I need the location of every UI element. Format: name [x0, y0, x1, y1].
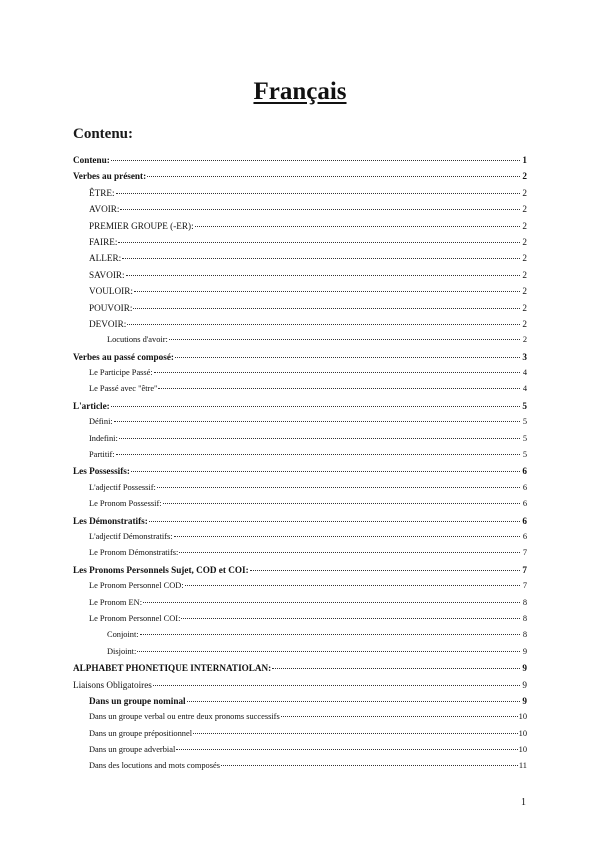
toc-entry-page: 5 — [522, 417, 527, 427]
toc-entry-label: ALLER: — [89, 253, 122, 264]
toc-leader — [185, 585, 520, 586]
toc-entry[interactable] — [73, 398, 527, 414]
toc-entry-label: Locutions d'avoir: — [107, 335, 168, 345]
toc-entry-label: Les Démonstratifs: — [73, 515, 148, 526]
toc-leader — [175, 357, 520, 358]
toc-entry-page: 5 — [522, 433, 527, 443]
toc-entry-page: 10 — [518, 712, 527, 722]
toc-entry-page: 2 — [522, 286, 527, 297]
toc-entry-page: 2 — [522, 220, 527, 231]
toc-leader — [149, 521, 520, 522]
toc-entry[interactable] — [73, 185, 527, 201]
toc-entry-page: 6 — [522, 531, 527, 541]
toc-entry-page: 4 — [522, 368, 527, 378]
toc-leader — [111, 160, 520, 161]
toc-leader — [169, 339, 520, 340]
toc-entry-label: Le Pronom Personnel COD: — [89, 581, 184, 591]
toc-entry-label: Dans des locutions and mots composés — [89, 761, 220, 771]
toc-entry-label: Verbes au présent: — [73, 171, 147, 182]
toc-entry-label: Défini: — [89, 417, 113, 427]
page-number: 1 — [521, 797, 526, 808]
toc-leader — [181, 618, 520, 619]
toc-leader — [133, 308, 520, 309]
toc-entry-label: Disjoint: — [107, 646, 137, 656]
toc-entry-label: AVOIR: — [89, 204, 120, 215]
toc-entry-page: 11 — [518, 761, 527, 771]
toc-leader — [158, 388, 520, 389]
toc-entry-label: DEVOIR: — [89, 318, 127, 329]
toc-leader — [126, 275, 520, 276]
toc-leader — [116, 454, 520, 455]
toc-entry-label: Les Possessifs: — [73, 466, 130, 477]
toc-entry-label: Dans un groupe adverbial — [89, 745, 176, 755]
toc-entry-page: 3 — [522, 351, 527, 362]
toc-entry-label: Conjoint: — [107, 630, 139, 640]
toc-entry[interactable] — [73, 726, 527, 742]
toc-entry[interactable] — [73, 414, 527, 430]
toc-entry[interactable] — [73, 496, 527, 512]
toc-entry-label: Verbes au passé composé: — [73, 351, 174, 362]
toc-leader — [272, 668, 520, 669]
toc-entry[interactable] — [73, 562, 527, 578]
toc-entry[interactable] — [73, 463, 527, 479]
toc-entry-label: Dans un groupe verbal ou entre deux pronoms successifs — [89, 712, 280, 722]
toc-entry[interactable] — [73, 300, 527, 316]
toc-leader — [193, 733, 518, 734]
toc-entry-label: SAVOIR: — [89, 269, 125, 280]
toc-entry-label: Partitif: — [89, 450, 115, 460]
toc-entry-page: 8 — [522, 613, 527, 623]
toc-entry[interactable] — [73, 611, 527, 627]
toc-leader — [195, 226, 520, 227]
toc-entry[interactable] — [73, 283, 527, 299]
toc-entry-page: 10 — [518, 745, 527, 755]
toc-entry[interactable] — [73, 595, 527, 611]
toc-leader — [111, 406, 520, 407]
toc-entry[interactable] — [73, 447, 527, 463]
toc-leader — [281, 716, 518, 717]
toc-entry-page: 8 — [522, 630, 527, 640]
toc-entry-label: Indefini: — [89, 433, 118, 443]
toc-entry[interactable] — [73, 513, 527, 529]
toc-heading: Contenu: — [73, 126, 134, 142]
toc-entry-page: 1 — [522, 155, 527, 165]
toc-entry[interactable] — [73, 381, 527, 397]
toc-entry-label: Liaisons Obligatoires — [73, 679, 152, 690]
toc-entry[interactable] — [73, 693, 527, 709]
toc-entry-page: 2 — [522, 253, 527, 264]
toc-entry-page: 2 — [522, 236, 527, 247]
toc-entry-page: 6 — [522, 515, 527, 526]
toc-entry[interactable] — [73, 578, 527, 594]
toc-leader — [221, 765, 518, 766]
toc-entry-label: Le Pronom Personnel COI: — [89, 613, 181, 623]
toc-entry-label: Le Pronom Possessif: — [89, 499, 162, 509]
toc-entry-page: 9 — [522, 646, 527, 656]
toc-entry[interactable] — [73, 152, 527, 168]
toc-entry[interactable] — [73, 332, 527, 348]
toc-entry[interactable] — [73, 218, 527, 234]
toc-entry-page: 6 — [522, 482, 527, 492]
toc-entry-label: Dans un groupe prépositionnel — [89, 728, 193, 738]
toc-leader — [140, 634, 520, 635]
toc-leader — [174, 536, 520, 537]
toc-leader — [163, 503, 520, 504]
toc-entry-label: Les Pronoms Personnels Sujet, COD et COI: — [73, 564, 249, 575]
toc-entry[interactable] — [73, 627, 527, 643]
toc-entry[interactable] — [73, 660, 527, 676]
toc-entry-page: 6 — [522, 466, 527, 477]
toc-entry-page: 2 — [522, 335, 527, 345]
toc-entry-label: ÊTRE: — [89, 187, 115, 198]
toc-entry-page: 5 — [522, 400, 527, 411]
toc-leader — [250, 570, 520, 571]
toc-leader — [153, 685, 520, 686]
toc-leader — [137, 651, 520, 652]
toc-entry-label: POUVOIR: — [89, 302, 133, 313]
toc-entry-label: Le Participe Passé: — [89, 368, 153, 378]
toc-entry-page: 2 — [522, 204, 527, 215]
toc-entry[interactable] — [73, 545, 527, 561]
toc-entry[interactable] — [73, 349, 527, 365]
table-of-contents — [73, 152, 527, 775]
toc-leader — [134, 291, 520, 292]
toc-leader — [119, 438, 520, 439]
toc-entry[interactable] — [73, 201, 527, 217]
toc-entry-label: Dans un groupe nominal — [89, 695, 186, 706]
toc-leader — [143, 602, 520, 603]
toc-entry-label: PREMIER GROUPE (-ER): — [89, 220, 194, 231]
toc-leader — [127, 324, 520, 325]
toc-entry[interactable] — [73, 234, 527, 250]
toc-entry-label: L'adjectif Démonstratifs: — [89, 531, 173, 541]
toc-entry[interactable] — [73, 529, 527, 545]
toc-leader — [179, 552, 520, 553]
toc-entry[interactable] — [73, 168, 527, 184]
toc-entry[interactable] — [73, 316, 527, 332]
toc-entry[interactable] — [73, 431, 527, 447]
toc-entry-page: 9 — [522, 695, 527, 706]
toc-entry[interactable] — [73, 758, 527, 774]
toc-leader — [131, 471, 520, 472]
toc-entry[interactable] — [73, 677, 527, 693]
toc-entry[interactable] — [73, 365, 527, 381]
toc-leader — [122, 258, 520, 259]
toc-entry-page: 2 — [522, 318, 527, 329]
document-title: Français — [253, 78, 347, 105]
toc-leader — [157, 487, 520, 488]
toc-entry-page: 2 — [522, 171, 527, 182]
toc-entry-page: 8 — [522, 597, 527, 607]
toc-entry[interactable] — [73, 267, 527, 283]
toc-entry-page: 2 — [522, 269, 527, 280]
toc-entry-label: L'article: — [73, 400, 110, 411]
toc-entry-label: FAIRE: — [89, 236, 118, 247]
toc-entry-page: 6 — [522, 499, 527, 509]
toc-entry-page: 10 — [518, 728, 527, 738]
toc-entry-label: ALPHABET PHONETIQUE INTERNATIOLAN: — [73, 663, 272, 674]
toc-entry-label: Le Pronom Démonstratifs: — [89, 548, 179, 558]
toc-entry-label: Le Passé avec "être" — [89, 384, 158, 394]
toc-entry[interactable] — [73, 644, 527, 660]
toc-entry-page: 9 — [522, 679, 527, 690]
toc-entry-page: 7 — [522, 564, 527, 575]
toc-leader — [116, 193, 520, 194]
toc-entry[interactable] — [73, 742, 527, 758]
toc-leader — [120, 209, 520, 210]
toc-leader — [176, 749, 517, 750]
toc-leader — [114, 421, 520, 422]
toc-entry-label: L'adjectif Possessif: — [89, 482, 156, 492]
toc-entry-page: 2 — [522, 302, 527, 313]
toc-entry[interactable] — [73, 709, 527, 725]
toc-entry[interactable] — [73, 480, 527, 496]
toc-leader — [147, 176, 520, 177]
toc-leader — [154, 372, 520, 373]
toc-entry-label: Contenu: — [73, 155, 110, 165]
toc-entry-page: 9 — [522, 663, 527, 674]
toc-entry-page: 2 — [522, 187, 527, 198]
toc-leader — [187, 701, 520, 702]
toc-entry-label: VOULOIR: — [89, 286, 133, 297]
toc-entry-page: 7 — [522, 548, 527, 558]
toc-entry[interactable] — [73, 250, 527, 266]
toc-entry-page: 5 — [522, 450, 527, 460]
toc-entry-label: Le Pronom EN: — [89, 597, 143, 607]
toc-entry-page: 4 — [522, 384, 527, 394]
toc-entry-page: 7 — [522, 581, 527, 591]
toc-leader — [118, 242, 520, 243]
